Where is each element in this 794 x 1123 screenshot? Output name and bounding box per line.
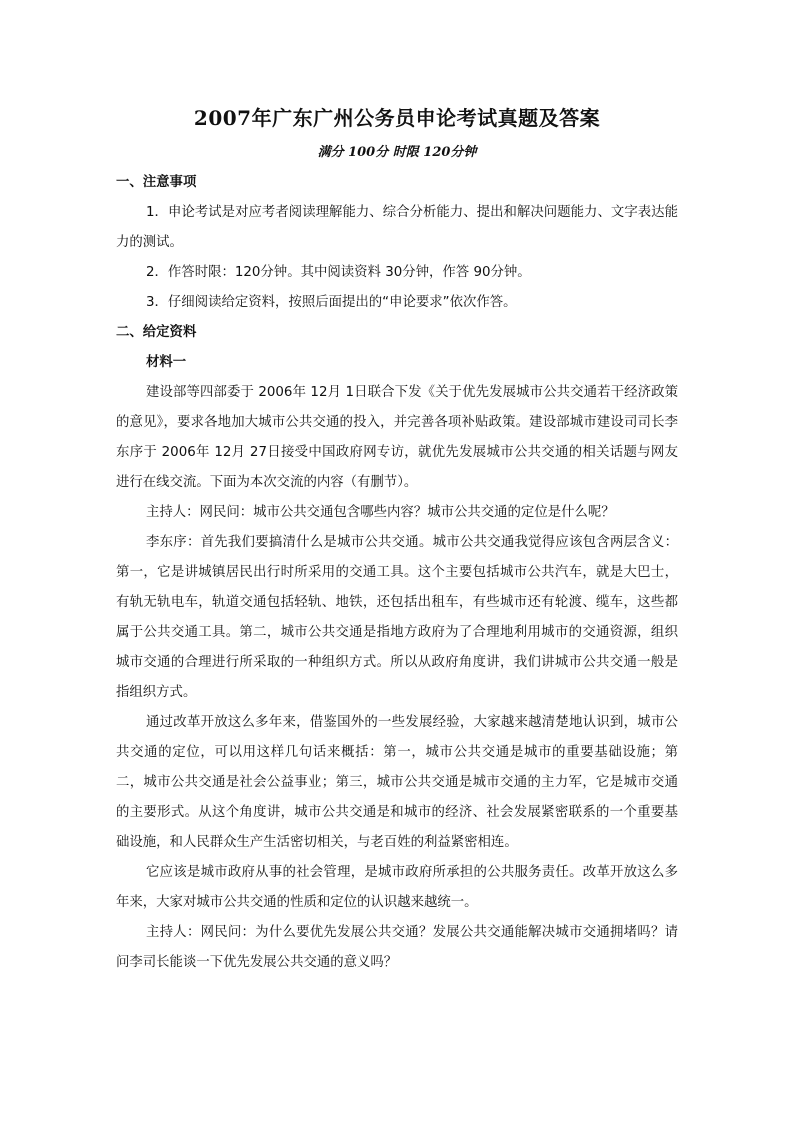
material-one-heading: 材料一: [146, 355, 187, 370]
material-paragraph: 主持人：网民问：为什么要优先发展公共交通？发展公共交通能解决城市交通拥堵吗？请问李司长能谈一下优先发展公共交通的意义吗？: [116, 925, 678, 970]
material-paragraph: 建设部等四部委于 2006年 12月 1日联合下发《关于优先发展城市公共交通若干经济政策的意见》，要求各地加大城市公共交通的投入，并完善各项补贴政策。建设部城市建设司司长李东序于 2006年 12月 27日接受中国政府网专访，就优先发展城市公共交通的相关话题与网友进行在线交流。下面为本次交流的内容（有删节）。: [116, 385, 678, 490]
material-paragraph: 它应该是城市政府从事的社会管理，是城市政府所承担的公共服务责任。改革开放这么多年来，大家对城市公共交通的性质和定位的认识越来越统一。: [116, 865, 678, 910]
document-subtitle: 满分 100分 时限 120分钟: [317, 145, 477, 160]
notes-item-3: 3．仔细阅读给定资料，按照后面提出的“申论要求”依次作答。: [146, 295, 517, 310]
section-heading-materials: 二、给定资料: [116, 325, 197, 340]
material-paragraph: 通过改革开放这么多年来，借鉴国外的一些发展经验，大家越来越清楚地认识到，城市公共交通的定位，可以用这样几句话来概括：第一，城市公共交通是城市的重要基础设施；第二，城市公共交通是社会公益事业；第三，城市公共交通是城市交通的主力军，它是城市交通的主要形式。从这个角度讲，城市公共交通是和城市的经济、社会发展紧密联系的一个重要基础设施，和人民群众生产生活密切相关，与老百姓的利益紧密相连。: [116, 715, 678, 850]
document-title: 2007年广东广州公务员申论考试真题及答案: [193, 106, 601, 130]
material-paragraph: 主持人：网民问：城市公共交通包含哪些内容？城市公共交通的定位是什么呢？: [146, 505, 615, 520]
section-heading-notes: 一、注意事项: [116, 175, 197, 190]
notes-item-1: 1．申论考试是对应考者阅读理解能力、综合分析能力、提出和解决问题能力、文字表达能力的测试。: [116, 205, 678, 250]
notes-item-2: 2．作答时限：120分钟。其中阅读资料 30分钟，作答 90分钟。: [146, 265, 531, 280]
document-body: [116, 168, 678, 978]
material-paragraph: 李东序：首先我们要搞清什么是城市公共交通。城市公共交通我觉得应该包含两层含义：第一，它是讲城镇居民出行时所采用的交通工具。这个主要包括城市公共汽车，就是大巴士，有轨无轨电车，轨道交通包括轻轨、地铁，还包括出租车，有些城市还有轮渡、缆车，这些都属于公共交通工具。第二，城市公共交通是指地方政府为了合理地利用城市的交通资源，组织城市交通的合理进行所采取的一种组织方式。所以从政府角度讲，我们讲城市公共交通一般是指组织方式。: [116, 535, 678, 700]
